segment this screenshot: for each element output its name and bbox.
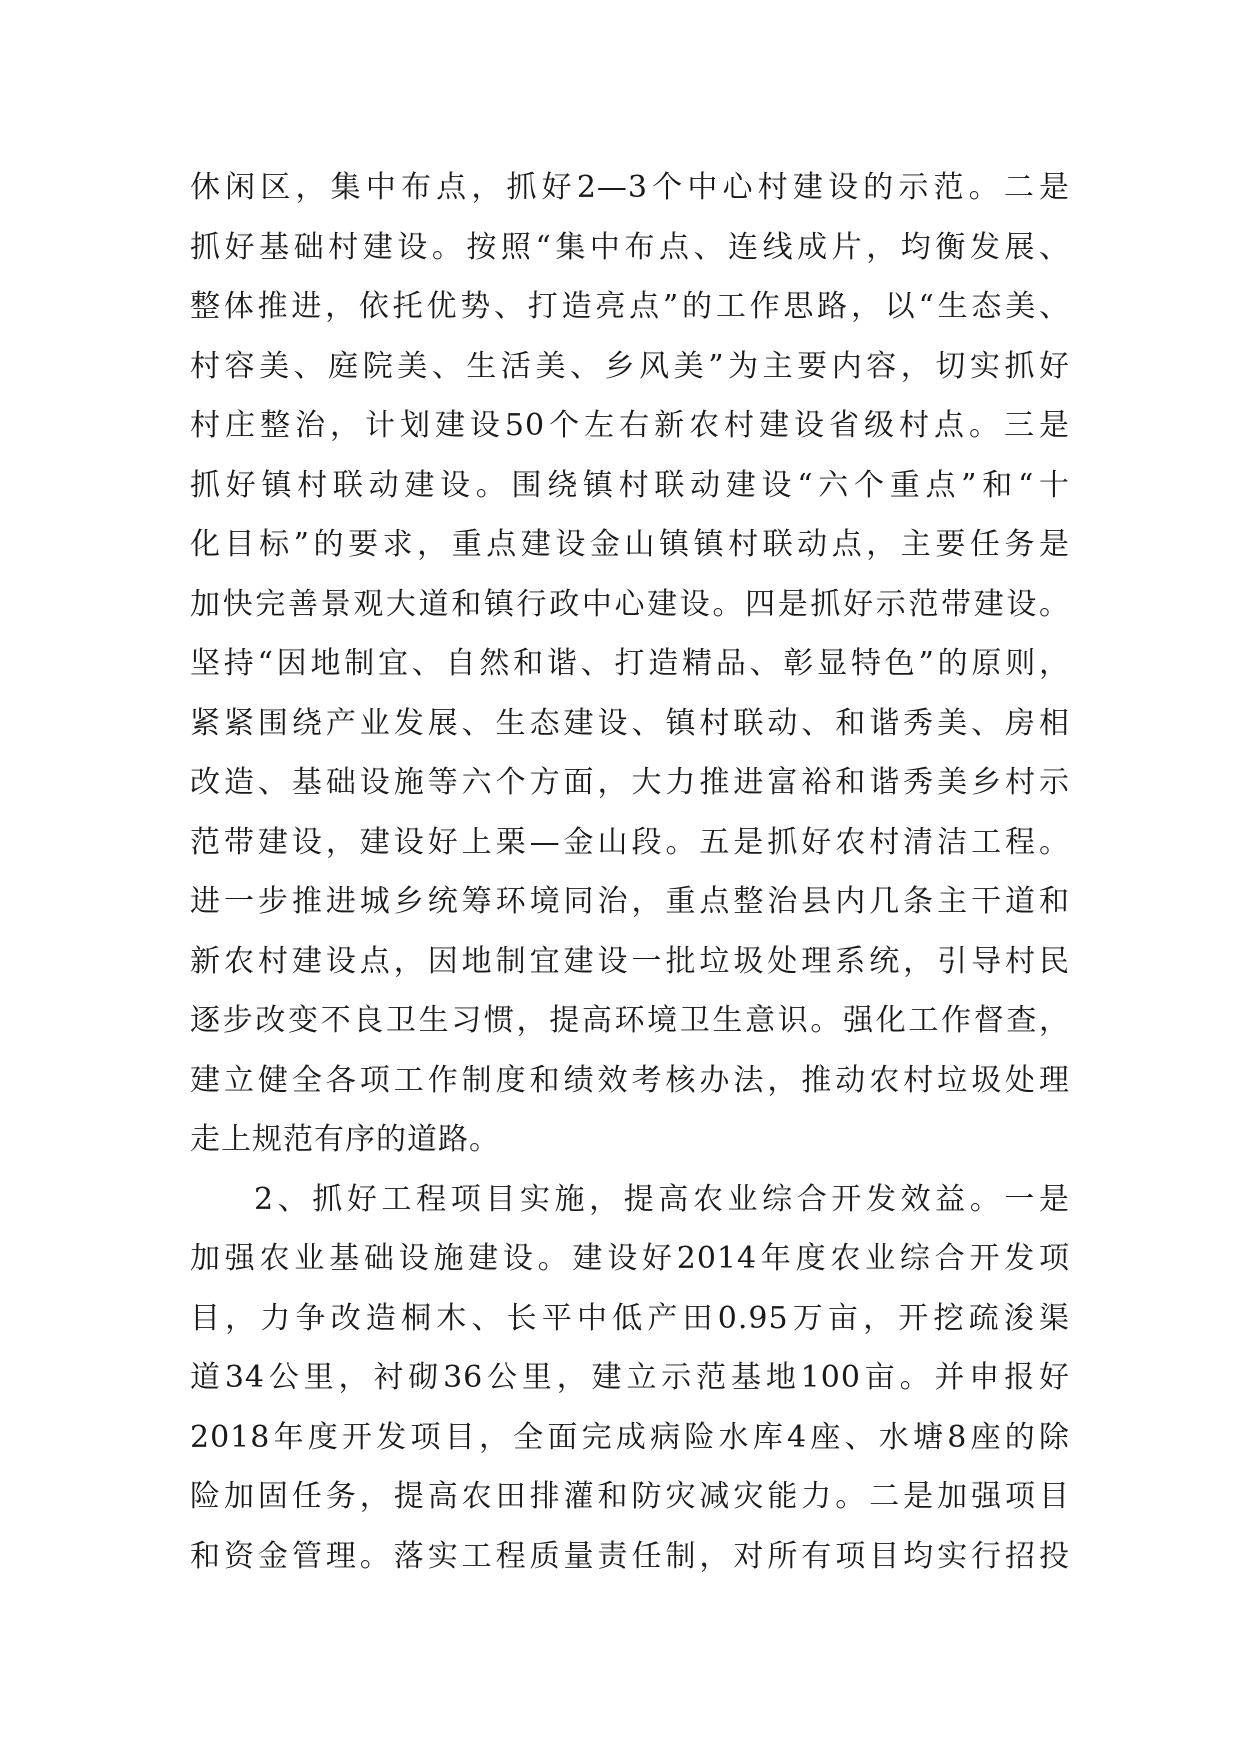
text-line: 抓好基础村建设。按照“集中布点、连线成片，均衡发展、 bbox=[190, 229, 1070, 265]
text-line: 村容美、庭院美、生活美、乡风美”为主要内容，切实抓好 bbox=[190, 348, 1070, 384]
text-line: 走上规范有序的道路。 bbox=[190, 1122, 500, 1157]
paragraph-first-line: 2、抓好工程项目实施，提高农业综合开发效益。一是 bbox=[254, 1181, 1070, 1217]
text-line: 险加固任务，提高农田排灌和防灾减灾能力。二是加强项目 bbox=[190, 1479, 1070, 1514]
text-line: 新农村建设点，因地制宜建设一批垃圾处理系统，引导村民 bbox=[190, 943, 1070, 979]
text-line: 范带建设，建设好上栗—金山段。五是抓好农村清洁工程。 bbox=[190, 824, 1070, 860]
text-line: 建立健全各项工作制度和绩效考核办法，推动农村垃圾处理 bbox=[190, 1062, 1070, 1098]
text-line: 改造、基础设施等六个方面，大力推进富裕和谐秀美乡村示 bbox=[190, 765, 1070, 800]
text-line: 逐步改变不良卫生习惯，提高环境卫生意识。强化工作督查， bbox=[190, 1003, 1070, 1038]
text-line: 村庄整治，计划建设50个左右新农村建设省级村点。三是 bbox=[190, 408, 1070, 443]
text-line: 和资金管理。落实工程质量责任制，对所有项目均实行招投 bbox=[190, 1538, 1070, 1574]
text-line: 坚持“因地制宜、自然和谐、打造精品、彰显特色”的原则， bbox=[190, 646, 1070, 681]
text-line: 化目标”的要求，重点建设金山镇镇村联动点，主要任务是 bbox=[190, 527, 1070, 562]
text-line: 进一步推进城乡统筹环境同治，重点整治县内几条主干道和 bbox=[190, 884, 1070, 919]
text-line: 紧紧围绕产业发展、生态建设、镇村联动、和谐秀美、房相 bbox=[190, 705, 1070, 741]
text-line: 整体推进，依托优势、打造亮点”的工作思路，以“生态美、 bbox=[190, 289, 1070, 324]
text-line: 2018年度开发项目，全面完成病险水库4座、水塘8座的除 bbox=[190, 1419, 1070, 1455]
text-line: 加强农业基础设施建设。建设好2014年度农业综合开发项 bbox=[190, 1241, 1070, 1276]
body-text bbox=[190, 158, 1070, 1586]
text-line: 道34公里，衬砌36公里，建立示范基地100亩。并申报好 bbox=[190, 1360, 1070, 1395]
text-line: 加快完善景观大道和镇行政中心建设。四是抓好示范带建设。 bbox=[190, 586, 1070, 622]
text-line: 休闲区，集中布点，抓好2—3个中心村建设的示范。二是 bbox=[190, 170, 1070, 205]
text-line: 抓好镇村联动建设。围绕镇村联动建设“六个重点”和“十 bbox=[190, 467, 1070, 503]
text-line: 目，力争改造桐木、长平中低产田0.95万亩，开挖疏浚渠 bbox=[190, 1300, 1070, 1336]
